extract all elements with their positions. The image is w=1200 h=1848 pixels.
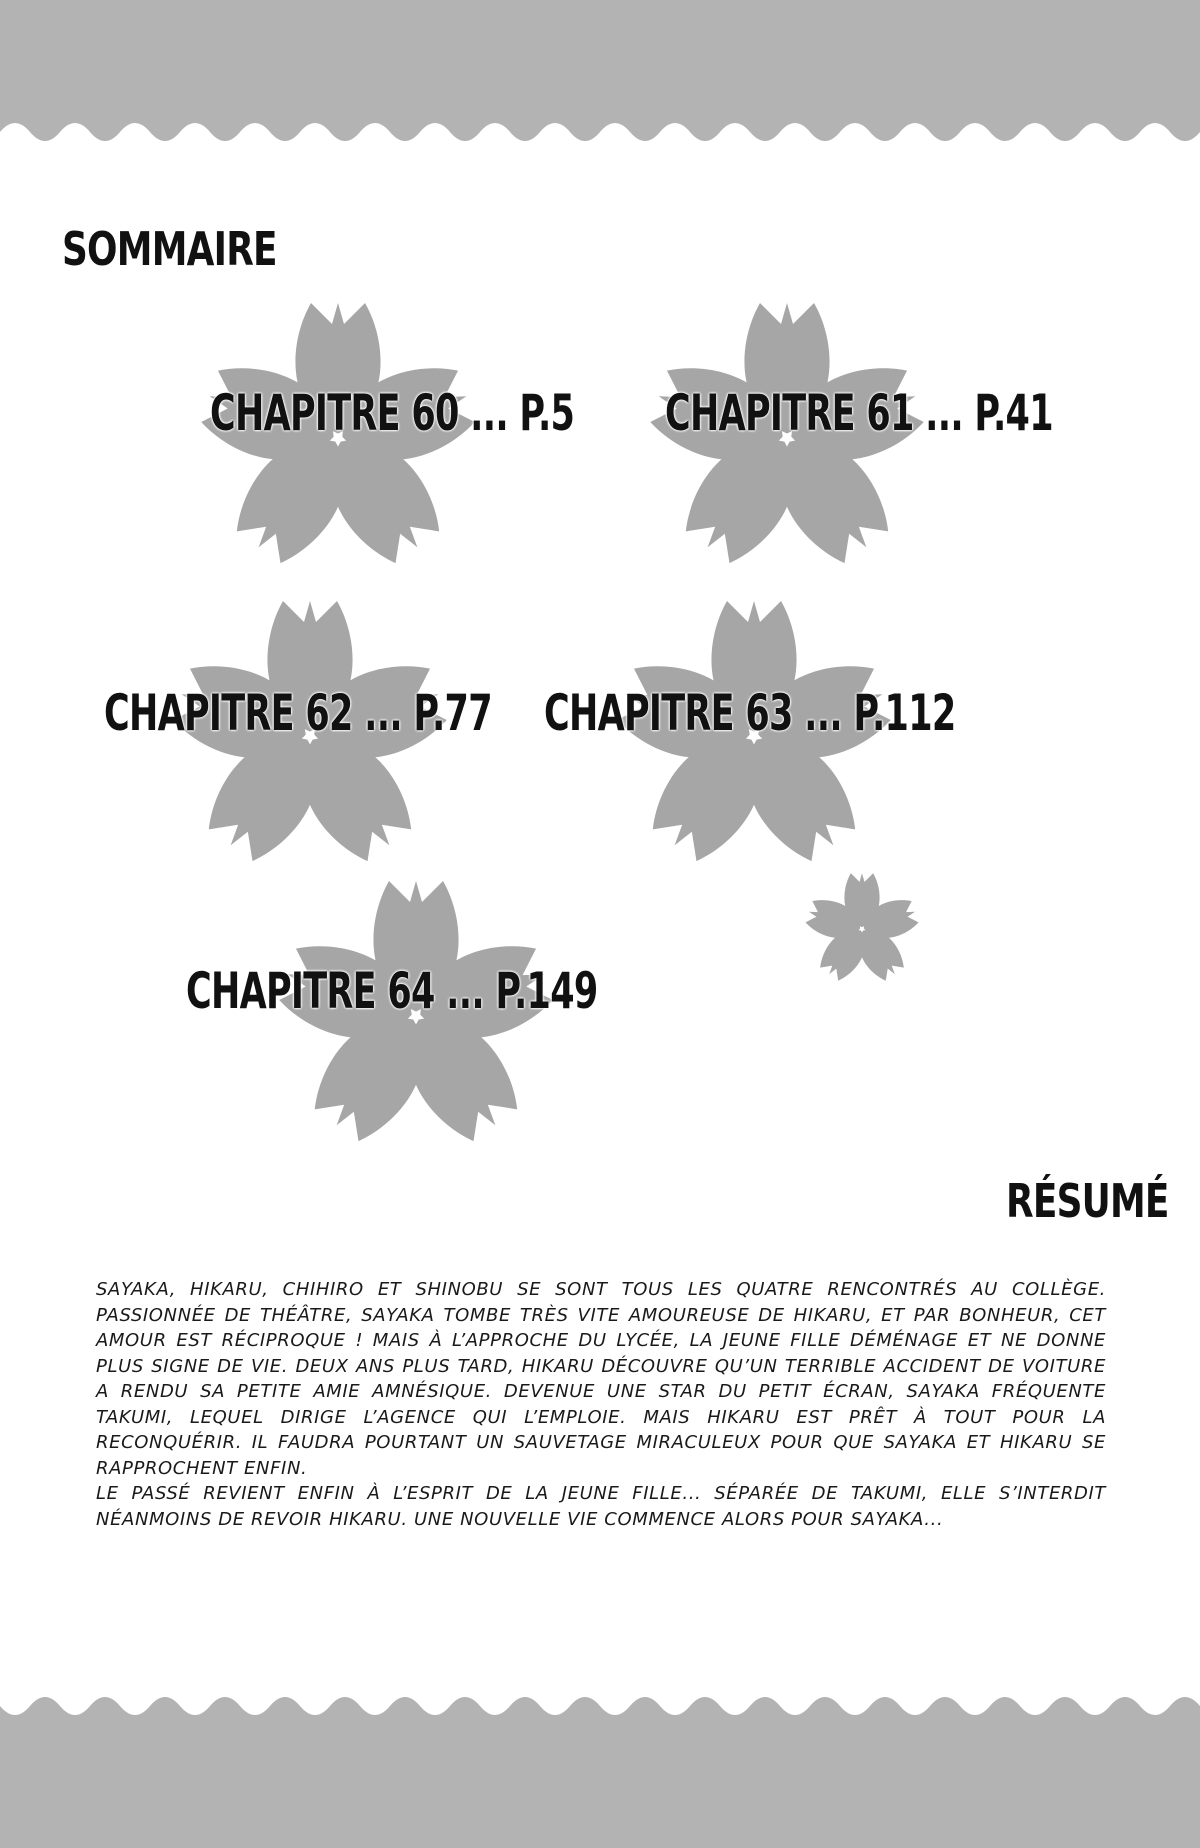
resume-title: RÉSUMÉ	[1006, 1174, 1169, 1228]
sommaire-title: SOMMAIRE	[62, 222, 277, 276]
toc-entry-chapter-61	[637, 288, 1053, 588]
toc-label: CHAPITRE 61 ... P.41	[665, 384, 1053, 442]
toc-label: CHAPITRE 64 ... P.149	[186, 962, 598, 1020]
bottom-scalloped-border	[0, 1690, 1200, 1848]
small-flower-icon	[800, 867, 924, 991]
toc-entry-chapter-63	[544, 586, 956, 886]
resume-text	[96, 1277, 1106, 1532]
toc-entry-chapter-60	[188, 288, 575, 588]
toc-label: CHAPITRE 60 ... P.5	[210, 384, 575, 442]
resume-paragraph-2: LE PASSÉ REVIENT ENFIN À L’ESPRIT DE LA JEUNE FILLE... SÉPARÉE DE TAKUMI, ELLE S’INTERDIT NÉANMOINS DE REVOIR HIKARU. UNE NOUVELLE VIE COMMENCE ALORS POUR SAYAKA...	[96, 1483, 1106, 1530]
toc-label: CHAPITRE 62 ... P.77	[104, 684, 492, 742]
top-scalloped-border	[0, 0, 1200, 150]
resume-paragraph-1: SAYAKA, HIKARU, CHIHIRO ET SHINOBU SE SONT TOUS LES QUATRE RENCONTRÉS AU COLLÈGE. PASSIONNÉE DE THÉÂTRE, SAYAKA TOMBE TRÈS VITE AMOUREUSE DE HIKARU, ET PAR BONHEUR, CET AMOUR EST RÉCIPROQUE ! MAIS À L’APPROCHE DU LYCÉE, LA JEUNE FILLE DÉMÉNAGE ET NE DONNE PLUS SIGNE DE VIE. DEUX ANS PLUS TARD, HIKARU DÉCOUVRE QU’UN TERRIBLE ACCIDENT DE VOITURE A RENDU SA PETITE AMIE AMNÉSIQUE. DEVENUE UNE STAR DU PETIT ÉCRAN, SAYAKA FRÉQUENTE TAKUMI, LEQUEL DIRIGE L’AGENCE QUI L’EMPLOIE. MAIS HIKARU EST PRÊT À TOUT POUR LA RECONQUÉRIR. IL FAUDRA POURTANT UN SAUVETAGE MIRACULEUX POUR QUE SAYAKA ET HIKARU SE RAPPROCHENT ENFIN.	[96, 1279, 1106, 1479]
toc-label: CHAPITRE 63 ... P.112	[544, 684, 956, 742]
toc-entry-chapter-64	[186, 866, 598, 1166]
toc-entry-chapter-62	[104, 586, 492, 886]
